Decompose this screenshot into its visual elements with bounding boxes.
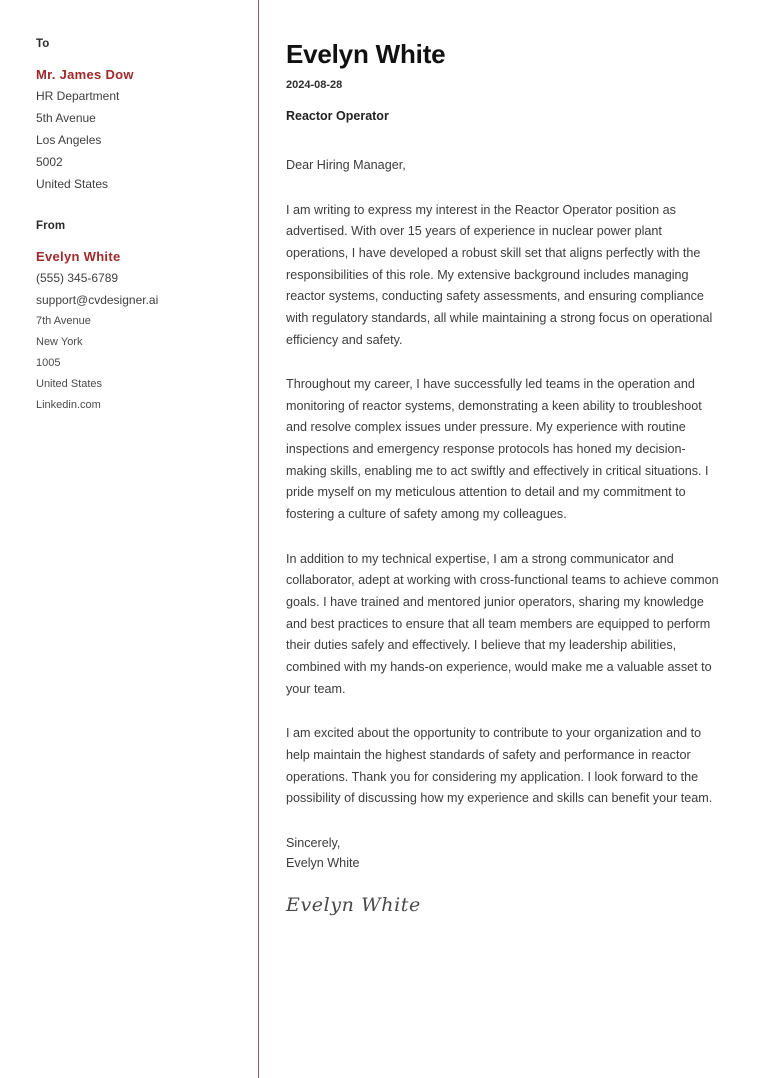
letter-paragraph: I am excited about the opportunity to contribute to your organization and to help maintain the highest standards of safety and performance in reactor operations. Thank you for considering my application. I look forward to the possibility of discussing how my experience and skills can benefit your team. xyxy=(286,726,713,806)
recipient-address-line: Los Angeles xyxy=(36,133,102,148)
sender-email: support@cvdesigner.ai xyxy=(36,293,159,308)
letter-paragraph: I am writing to express my interest in the Reactor Operator position as advertised. With over 15 years of experience in nuclear power plant operations, I have developed a robust skill set that aligns perfectly with the responsibilities of this role. My extensive background includes managing reactor systems, conducting safety assessments, and ensuring compliance with regulatory standards, all while maintaining a strong focus on operational efficiency and safety. xyxy=(286,202,713,347)
sender-address-line: 7th Avenue xyxy=(36,315,91,328)
sender-address-line: United States xyxy=(36,378,103,391)
closing-block xyxy=(286,833,726,874)
letter-body xyxy=(258,0,768,1078)
to-label: To xyxy=(36,38,50,50)
letter-paragraph: In addition to my technical expertise, I am a strong communicator and collaborator, adept at working with cross-functional teams to achieve common goals. I have trained and mentored junior operators, sharing my knowledge and best practices to ensure that all team members are equipped to perform their duties safely and effectively. I believe that my leadership abilities, combined with my hands-on experience, would make me a valuable asset to your team. xyxy=(286,551,719,696)
sender-website: Linkedin.com xyxy=(36,399,101,412)
recipient-address-line: 5002 xyxy=(36,155,63,170)
closing-salutation: Sincerely, xyxy=(286,835,341,850)
recipient-name: Mr. James Dow xyxy=(36,66,134,82)
job-title: Reactor Operator xyxy=(286,108,389,123)
letter-date: 2024-08-28 xyxy=(286,78,343,91)
recipient-block xyxy=(36,38,234,190)
signature: Evelyn White xyxy=(286,893,421,916)
closing-name: Evelyn White xyxy=(286,856,360,871)
vertical-divider xyxy=(258,0,259,1078)
contact-sidebar xyxy=(0,0,258,1078)
sender-address-line: 1005 xyxy=(36,357,61,370)
sender-address-line: New York xyxy=(36,336,83,349)
recipient-address-line: 5th Avenue xyxy=(36,111,96,126)
sender-phone: (555) 345-6789 xyxy=(36,271,119,286)
from-label: From xyxy=(36,220,66,233)
sender-name: Evelyn White xyxy=(36,248,121,264)
letter-paragraph: Throughout my career, I have successfully led teams in the operation and monitoring of reactor systems, demonstrating a keen ability to troubleshoot and resolve complex issues under pressure. My experience with routine inspections and emergency response protocols has honed my decision-making skills, enabling me to act swiftly and effectively in critical situations. I pride myself on my meticulous attention to detail and my commitment to fostering a culture of safety among my colleagues. xyxy=(286,377,709,522)
page-title: Evelyn White xyxy=(286,39,446,69)
recipient-address-line: United States xyxy=(36,177,109,192)
sender-block xyxy=(36,220,234,411)
recipient-address-line: HR Department xyxy=(36,89,120,104)
salutation: Dear Hiring Manager, xyxy=(286,158,406,173)
